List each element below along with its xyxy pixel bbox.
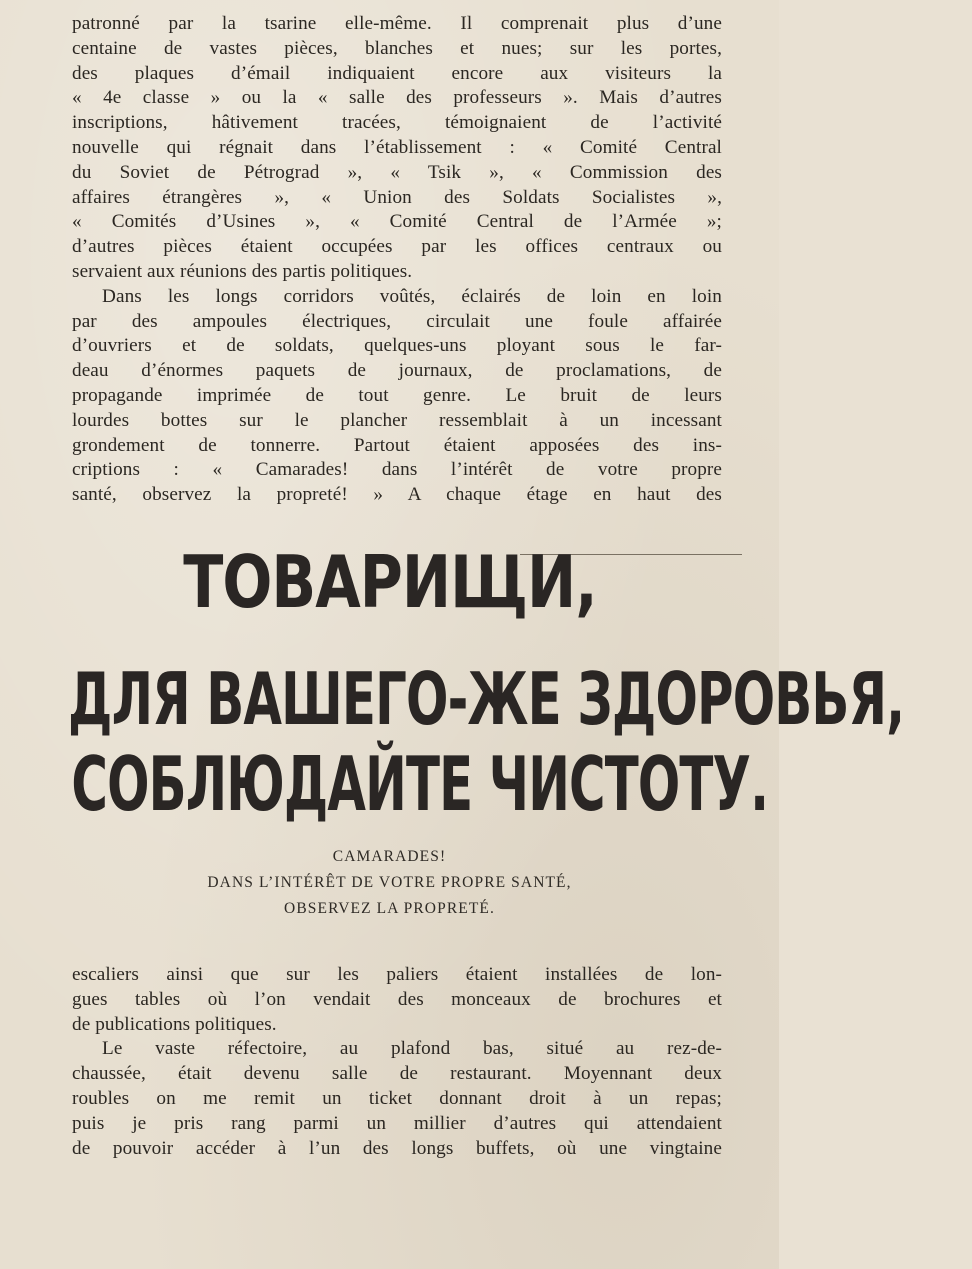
text-line: propagande imprimée de tout genre. Le bruit de leurs [72, 384, 722, 406]
text-line: d’ouvriers et de soldats, quelques-uns ployant sous le far- [72, 335, 722, 357]
bottom-paragraphs [72, 963, 722, 1161]
text-line: « Comités d’Usines », « Comité Central de l’Armée »; [72, 211, 722, 233]
text-line: escaliers ainsi que sur les paliers étaient installées de lon- [72, 964, 722, 985]
caption-line-1: CAMARADES! [332, 848, 447, 865]
text-line: Dans les longs corridors voûtés, éclairés de loin en loin [102, 285, 722, 307]
caption-line-2: DANS L’INTÉRÊT DE VOTRE PROPRE SANTÉ, [207, 874, 572, 891]
text-line: chaussée, était devenu salle de restaurant. Moyennant deux [72, 1063, 722, 1085]
text-line: par des ampoules électriques, circulait une foule affairée [72, 310, 722, 332]
text-line: deau d’énormes paquets de journaux, de proclamations, de [72, 360, 722, 382]
text-line: de publications politiques. [72, 1013, 277, 1035]
poster-line-3-text: СОБЛЮДАЙТЕ ЧИСТОТУ. [71, 741, 769, 829]
top-paragraphs [72, 12, 722, 508]
poster-line-2-text: ДЛЯ ВАШЕГО-ЖЕ ЗДОРОВЬЯ, [68, 656, 905, 742]
poster-line-1-text: ТОВАРИЩИ, [182, 541, 597, 625]
text-line: servaient aux réunions des partis politiques. [72, 260, 413, 282]
text-line: inscriptions, hâtivement tracées, témoignaient de l’activité [72, 112, 722, 134]
text-line: patronné par la tsarine elle-même. Il comprenait plus d’une [72, 13, 722, 34]
text-line: des plaques d’émail indiquaient encore aux visiteurs la [72, 62, 722, 84]
text-line: grondement de tonnerre. Partout étaient apposées des ins- [72, 434, 722, 456]
text-line: centaine de vastes pièces, blanches et nues; sur les portes, [72, 37, 722, 59]
text-line: Le vaste réfectoire, au plafond bas, situé au rez-de- [102, 1038, 722, 1060]
poster-line-3 [0, 741, 779, 829]
text-line: lourdes bottes sur le plancher ressemblait à un incessant [72, 409, 722, 431]
text-line: roubles on me remit un ticket donnant droit à un repas; [72, 1087, 722, 1109]
poster-line-1 [0, 541, 779, 625]
text-line: de pouvoir accéder à l’un des longs buffets, où une vingtaine [72, 1137, 722, 1159]
text-line: affaires étrangères », « Union des Soldats Socialistes », [72, 186, 722, 208]
text-line: nouvelle qui régnait dans l’établissement : « Comité Central [72, 136, 722, 158]
caption-line-3: OBSERVEZ LA PROPRETÉ. [284, 900, 495, 917]
text-line: du Soviet de Pétrograd », « Tsik », « Commission des [72, 161, 722, 183]
text-line: gues tables où l’on vendait des monceaux de brochures et [72, 988, 722, 1010]
poster-line-2 [0, 656, 905, 742]
text-line: santé, observez la propreté! » A chaque étage en haut des [72, 484, 722, 506]
text-line: puis je pris rang parmi un millier d’autres qui attendaient [72, 1112, 722, 1134]
text-line: criptions : « Camarades! dans l’intérêt de votre propre [72, 459, 722, 481]
text-line: d’autres pièces étaient occupées par les offices centraux ou [72, 236, 722, 258]
text-line: « 4e classe » ou la « salle des professeurs ». Mais d’autres [72, 87, 722, 109]
